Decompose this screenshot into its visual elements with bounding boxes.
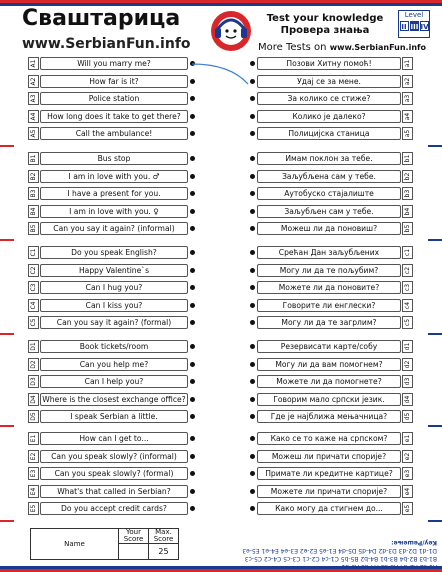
left-item-tag xyxy=(28,358,39,371)
matching-row xyxy=(0,375,442,388)
right-item-tag-text: c5 xyxy=(404,318,411,327)
right-item-tag xyxy=(402,467,413,480)
left-item-tag-text: E5 xyxy=(30,504,37,513)
serbian-phrase[interactable]: Где је најближа мењачница? xyxy=(257,410,401,423)
matching-row xyxy=(0,299,442,312)
left-connect-dot[interactable] xyxy=(190,414,195,419)
left-connect-dot[interactable] xyxy=(190,320,195,325)
left-item-tag-text: A2 xyxy=(30,77,37,85)
english-phrase[interactable]: Call the ambulance! xyxy=(40,127,188,140)
answer-key-line-3: D1-d1 D2-d3 D3-d2 D4-d5 D5-d4 E1-e5 E2-e2 E3-e4 E4-e1 E5-e3 xyxy=(242,547,437,554)
right-item-tag xyxy=(402,152,413,165)
right-item-tag xyxy=(402,246,413,259)
right-connect-dot[interactable] xyxy=(250,436,255,441)
left-connect-dot[interactable] xyxy=(190,156,195,161)
serbian-phrase[interactable]: Позови Хитну помоћ! xyxy=(257,57,401,70)
right-connect-dot[interactable] xyxy=(250,209,255,214)
answer-key-label: Key/Решење: xyxy=(391,539,437,546)
left-connect-dot[interactable] xyxy=(190,489,195,494)
right-item-tag xyxy=(402,205,413,218)
example-connector-line xyxy=(190,58,256,88)
left-item-tag-text: C5 xyxy=(30,318,37,327)
left-connect-dot[interactable] xyxy=(190,471,195,476)
left-item-tag xyxy=(28,467,39,480)
english-phrase[interactable]: Can you say it again? (formal) xyxy=(40,316,188,329)
level-box-iv: IV xyxy=(420,23,429,31)
english-phrase[interactable]: Bus stop xyxy=(40,152,188,165)
left-item-tag-text: E2 xyxy=(30,452,37,460)
right-connect-dot[interactable] xyxy=(250,489,255,494)
serbian-phrase[interactable]: Можеш ли да поновиш? xyxy=(257,222,401,235)
left-item-tag xyxy=(28,281,39,294)
score-your-label: Your Score xyxy=(119,529,149,544)
right-item-tag-text: e2 xyxy=(404,452,411,460)
english-phrase[interactable]: I am in love with you. ♀ xyxy=(40,205,188,218)
english-phrase[interactable]: Book tickets/room xyxy=(40,340,188,353)
right-item-tag-text: a2 xyxy=(404,77,411,85)
more-tests-link[interactable] xyxy=(258,42,426,53)
left-item-tag xyxy=(28,170,39,183)
matching-row xyxy=(0,170,442,183)
matching-row xyxy=(0,450,442,463)
right-item-tag-text: c3 xyxy=(404,283,411,292)
left-item-tag xyxy=(28,57,39,70)
left-connect-dot[interactable] xyxy=(190,268,195,273)
right-item-tag-text: b1 xyxy=(404,154,411,163)
matching-row xyxy=(0,485,442,498)
left-item-tag-text: D1 xyxy=(30,342,37,351)
mascot-logo-icon xyxy=(208,8,254,54)
matching-row xyxy=(0,467,442,480)
right-item-tag xyxy=(402,432,413,445)
english-phrase[interactable]: How can I get to... xyxy=(40,432,188,445)
left-item-tag-text: B4 xyxy=(30,207,37,215)
left-connect-dot[interactable] xyxy=(190,344,195,349)
right-item-tag-text: c2 xyxy=(404,266,411,274)
answer-key xyxy=(205,526,437,570)
right-connect-dot[interactable] xyxy=(250,285,255,290)
matching-row xyxy=(0,152,442,165)
serbian-phrase[interactable]: Могу ли да те пољубим? xyxy=(257,264,401,277)
english-phrase[interactable]: Will you marry me? xyxy=(40,57,188,70)
left-item-tag-text: B5 xyxy=(30,224,37,233)
matching-row xyxy=(0,432,442,445)
right-item-tag xyxy=(402,393,413,406)
left-connect-dot[interactable] xyxy=(190,96,195,101)
level-box-ii: II xyxy=(401,23,407,31)
left-item-tag xyxy=(28,205,39,218)
left-connect-dot[interactable] xyxy=(190,362,195,367)
right-item-tag xyxy=(402,57,413,70)
left-item-tag-text: D3 xyxy=(30,377,37,386)
right-item-tag xyxy=(402,187,413,200)
left-item-tag-text: E3 xyxy=(30,469,37,478)
matching-row xyxy=(0,502,442,515)
matching-row xyxy=(0,110,442,123)
left-item-tag xyxy=(28,485,39,498)
left-item-tag-text: A1 xyxy=(30,59,37,68)
right-connect-dot[interactable] xyxy=(250,191,255,196)
right-item-tag xyxy=(402,222,413,235)
serbian-phrase[interactable]: Могу ли да те загрлим? xyxy=(257,316,401,329)
left-item-tag xyxy=(28,299,39,312)
score-name-cell[interactable] xyxy=(31,529,119,560)
left-item-tag-text: C4 xyxy=(30,301,37,310)
serbian-phrase[interactable]: Резервисати карте/собу xyxy=(257,340,401,353)
answer-key-line-2: B1-b3 B2-b4 B3-b1 B4-b2 B5-b5 C1-c4 C2-c1 C3-c5 C4-c2 C5-c3 xyxy=(244,555,437,562)
right-connect-dot[interactable] xyxy=(250,320,255,325)
right-item-tag xyxy=(402,281,413,294)
right-connect-dot[interactable] xyxy=(250,131,255,136)
serbian-phrase[interactable]: Удај се за мене. xyxy=(257,75,401,88)
serbian-phrase[interactable]: Полицијска станица xyxy=(257,127,401,140)
english-phrase[interactable]: Where is the closest exchange office? xyxy=(40,393,188,406)
score-table xyxy=(30,528,179,560)
header-test-en: Test your knowledge xyxy=(266,13,384,24)
right-item-tag-text: c4 xyxy=(404,301,411,309)
serbian-phrase[interactable]: Примате ли кредитне картице? xyxy=(257,467,401,480)
right-item-tag-text: b4 xyxy=(404,207,411,215)
right-item-tag xyxy=(402,410,413,423)
more-tests-label: More Tests on xyxy=(258,42,327,53)
right-connect-dot[interactable] xyxy=(250,303,255,308)
english-phrase[interactable]: Do you accept credit cards? xyxy=(40,502,188,515)
right-item-tag xyxy=(402,299,413,312)
right-item-tag xyxy=(402,170,413,183)
right-item-tag-text: e3 xyxy=(404,469,411,478)
matching-row xyxy=(0,393,442,406)
left-item-tag xyxy=(28,340,39,353)
left-item-tag xyxy=(28,187,39,200)
right-item-tag-text: a1 xyxy=(404,59,411,68)
left-connect-dot[interactable] xyxy=(190,191,195,196)
english-phrase[interactable]: Can you help me? xyxy=(40,358,188,371)
site-url: www.SerbianFun.info xyxy=(22,36,191,52)
right-connect-dot[interactable] xyxy=(250,174,255,179)
matching-row xyxy=(0,358,442,371)
left-item-tag xyxy=(28,450,39,463)
header-test-sr: Провера знања xyxy=(280,25,370,36)
right-item-tag xyxy=(402,340,413,353)
score-max-value: 25 xyxy=(149,544,179,560)
left-connect-dot[interactable] xyxy=(190,436,195,441)
right-connect-dot[interactable] xyxy=(250,397,255,402)
left-item-tag-text: C2 xyxy=(30,266,37,275)
right-item-tag-text: a3 xyxy=(404,94,411,103)
matching-row xyxy=(0,127,442,140)
left-connect-dot[interactable] xyxy=(190,250,195,255)
serbian-phrase[interactable]: Можете ли причати спорије? xyxy=(257,485,401,498)
group-separator xyxy=(0,333,442,335)
left-item-tag-text: B2 xyxy=(30,172,37,180)
english-phrase[interactable]: Can you speak slowly? (informal) xyxy=(40,450,188,463)
left-item-tag xyxy=(28,92,39,105)
level-box-iii: III xyxy=(410,23,419,31)
right-item-tag-text: c1 xyxy=(404,248,411,257)
right-connect-dot[interactable] xyxy=(250,114,255,119)
right-item-tag xyxy=(402,127,413,140)
serbian-phrase[interactable]: Аутобуско стајалиште xyxy=(257,187,401,200)
left-connect-dot[interactable] xyxy=(190,114,195,119)
right-connect-dot[interactable] xyxy=(250,506,255,511)
english-phrase[interactable]: Can I kiss you? xyxy=(40,299,188,312)
english-phrase[interactable]: Police station xyxy=(40,92,188,105)
right-item-tag-text: e5 xyxy=(404,504,411,513)
left-item-tag xyxy=(28,502,39,515)
left-item-tag xyxy=(28,222,39,235)
right-connect-dot[interactable] xyxy=(250,96,255,101)
left-item-tag xyxy=(28,264,39,277)
matching-row xyxy=(0,205,442,218)
left-item-tag xyxy=(28,316,39,329)
left-item-tag xyxy=(28,375,39,388)
english-phrase[interactable]: I am in love with you. ♂ xyxy=(40,170,188,183)
right-item-tag-text: e1 xyxy=(404,434,411,443)
level-indicator xyxy=(398,10,430,38)
matching-row xyxy=(0,281,442,294)
right-connect-dot[interactable] xyxy=(250,454,255,459)
left-connect-dot[interactable] xyxy=(190,285,195,290)
right-connect-dot[interactable] xyxy=(250,414,255,419)
serbian-phrase[interactable]: Имам поклон за тебе. xyxy=(257,152,401,165)
serbian-phrase[interactable]: За колико се стиже? xyxy=(257,92,401,105)
right-connect-dot[interactable] xyxy=(250,471,255,476)
score-name-label: Name xyxy=(64,540,85,548)
left-item-tag-text: A5 xyxy=(30,129,37,138)
right-connect-dot[interactable] xyxy=(250,362,255,367)
serbian-phrase[interactable]: Како се то каже на српском? xyxy=(257,432,401,445)
right-item-tag-text: d1 xyxy=(404,342,411,351)
left-item-tag xyxy=(28,110,39,123)
left-connect-dot[interactable] xyxy=(190,506,195,511)
left-item-tag-text: C3 xyxy=(30,283,37,292)
right-connect-dot[interactable] xyxy=(250,268,255,273)
serbian-phrase[interactable]: Колико је далеко? xyxy=(257,110,401,123)
right-item-tag xyxy=(402,92,413,105)
right-item-tag-text: b5 xyxy=(404,224,411,233)
score-max-label: Max. Score xyxy=(149,529,179,544)
right-item-tag xyxy=(402,316,413,329)
left-item-tag xyxy=(28,127,39,140)
english-phrase[interactable]: Can I hug you? xyxy=(40,281,188,294)
left-item-tag-text: C1 xyxy=(30,248,37,257)
right-item-tag-text: a4 xyxy=(404,112,411,120)
right-connect-dot[interactable] xyxy=(250,379,255,384)
left-item-tag-text: E4 xyxy=(30,487,37,495)
left-item-tag xyxy=(28,393,39,406)
matching-row xyxy=(0,410,442,423)
matching-row xyxy=(0,92,442,105)
left-item-tag xyxy=(28,246,39,259)
serbian-phrase[interactable]: Можете ли да поновите? xyxy=(257,281,401,294)
serbian-phrase[interactable]: Заљубљен сам у тебе. xyxy=(257,205,401,218)
serbian-phrase[interactable]: Како могу да стигнем до... xyxy=(257,502,401,515)
left-item-tag-text: E1 xyxy=(30,434,37,443)
serbian-phrase[interactable]: Заљубљена сам у тебе. xyxy=(257,170,401,183)
level-label: Level xyxy=(404,11,424,19)
right-connect-dot[interactable] xyxy=(250,250,255,255)
left-item-tag-text: D5 xyxy=(30,412,37,421)
left-connect-dot[interactable] xyxy=(190,131,195,136)
level-boxes xyxy=(399,21,429,31)
right-item-tag xyxy=(402,485,413,498)
left-item-tag-text: B3 xyxy=(30,189,37,198)
left-item-tag xyxy=(28,410,39,423)
english-phrase[interactable]: I speak Serbian a little. xyxy=(40,410,188,423)
english-phrase[interactable]: How far is it? xyxy=(40,75,188,88)
right-item-tag xyxy=(402,502,413,515)
left-connect-dot[interactable] xyxy=(190,303,195,308)
serbian-phrase[interactable]: Можеш ли причати спорије? xyxy=(257,450,401,463)
group-separator xyxy=(0,520,442,522)
right-item-tag xyxy=(402,75,413,88)
english-phrase[interactable]: How long does it take to get there? xyxy=(40,110,188,123)
right-item-tag-text: d2 xyxy=(404,360,411,368)
left-item-tag xyxy=(28,152,39,165)
serbian-phrase[interactable]: Говорим мало српски језик. xyxy=(257,393,401,406)
right-item-tag xyxy=(402,450,413,463)
english-phrase[interactable]: Do you speak English? xyxy=(40,246,188,259)
left-item-tag-text: D2 xyxy=(30,359,37,369)
right-connect-dot[interactable] xyxy=(250,226,255,231)
left-item-tag-text: B1 xyxy=(30,154,37,163)
right-item-tag-text: b3 xyxy=(404,189,411,198)
left-connect-dot[interactable] xyxy=(190,379,195,384)
left-connect-dot[interactable] xyxy=(190,454,195,459)
left-item-tag xyxy=(28,75,39,88)
matching-row xyxy=(0,246,442,259)
right-item-tag-text: b2 xyxy=(404,172,411,180)
right-item-tag-text: d3 xyxy=(404,377,411,386)
more-tests-site: www.SerbianFun.info xyxy=(329,43,427,52)
english-phrase[interactable]: Can you say it again? (informal) xyxy=(40,222,188,235)
group-separator xyxy=(0,239,442,241)
english-phrase[interactable]: Can you speak slowly? (formal) xyxy=(40,467,188,480)
serbian-phrase[interactable]: Говорите ли енглески? xyxy=(257,299,401,312)
score-your-value[interactable] xyxy=(119,544,149,560)
group-separator xyxy=(0,145,442,147)
english-phrase[interactable]: What's that called in Serbian? xyxy=(40,485,188,498)
right-item-tag-text: d5 xyxy=(404,412,411,421)
matching-row xyxy=(0,264,442,277)
left-connect-dot[interactable] xyxy=(190,397,195,402)
right-item-tag xyxy=(402,264,413,277)
group-separator xyxy=(0,425,442,427)
left-item-tag-text: D4 xyxy=(30,394,37,404)
english-phrase[interactable]: Can I help you? xyxy=(40,375,188,388)
right-item-tag-text: e4 xyxy=(404,487,411,495)
serbian-phrase[interactable]: Могу ли да вам помогнем? xyxy=(257,358,401,371)
english-phrase[interactable]: I have a present for you. xyxy=(40,187,188,200)
right-item-tag-text: d4 xyxy=(404,395,411,403)
right-item-tag xyxy=(402,110,413,123)
matching-row xyxy=(0,187,442,200)
serbian-phrase[interactable]: Можете ли да помогнете? xyxy=(257,375,401,388)
matching-row xyxy=(0,222,442,235)
left-connect-dot[interactable] xyxy=(190,209,195,214)
matching-row xyxy=(0,316,442,329)
left-connect-dot[interactable] xyxy=(190,174,195,179)
english-phrase[interactable]: Happy Valentine`s xyxy=(40,264,188,277)
matching-row xyxy=(0,340,442,353)
left-item-tag-text: A4 xyxy=(30,112,37,120)
serbian-phrase[interactable]: Срећан Дан заљубљених xyxy=(257,246,401,259)
right-item-tag xyxy=(402,375,413,388)
left-item-tag-text: A3 xyxy=(30,94,37,103)
left-connect-dot[interactable] xyxy=(190,226,195,231)
right-item-tag xyxy=(402,358,413,371)
right-item-tag-text: a5 xyxy=(404,129,411,138)
page-title: Сваштарица xyxy=(22,6,181,31)
left-item-tag xyxy=(28,432,39,445)
right-connect-dot[interactable] xyxy=(250,344,255,349)
right-connect-dot[interactable] xyxy=(250,156,255,161)
